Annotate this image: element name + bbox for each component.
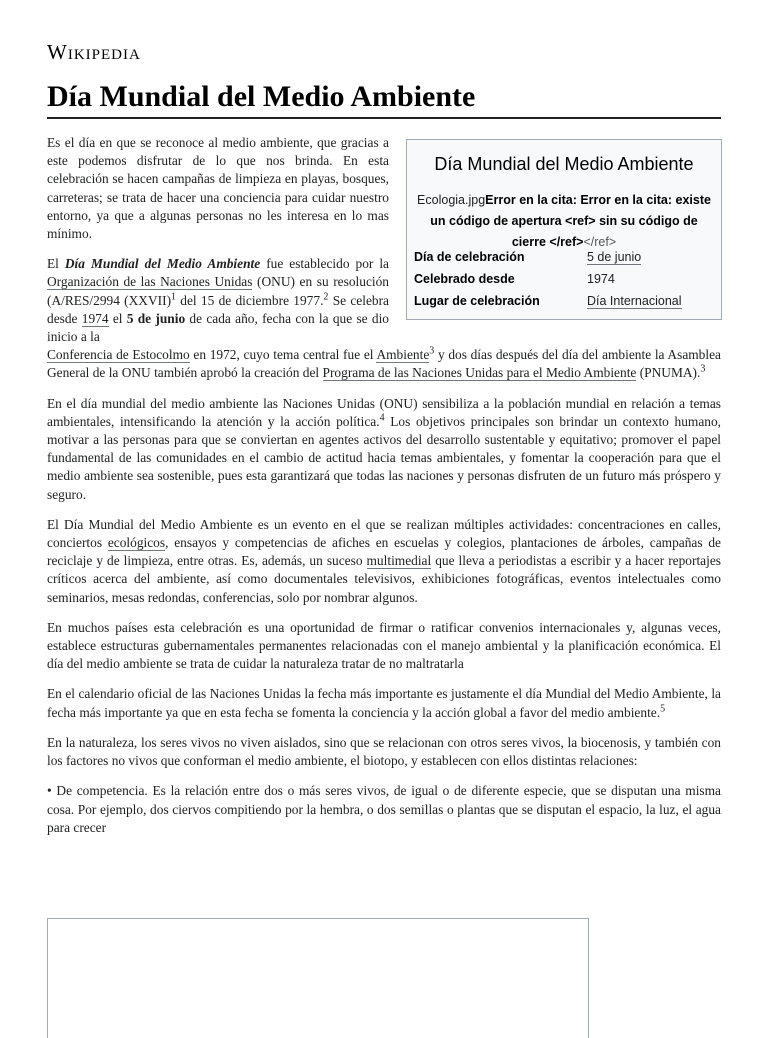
text-run: El <box>47 256 65 272</box>
link-ecologicos[interactable]: ecológicos <box>107 535 166 551</box>
history-paragraph-wrapped <box>47 255 389 346</box>
date-bold: 5 de junio <box>126 310 186 326</box>
calendar-paragraph <box>47 685 721 721</box>
text-run: Se celebra desde <box>47 292 389 326</box>
infobox-label: Día de celebración <box>414 250 525 264</box>
citation-error: Error en la cita: Error en la cita: existe un código de apertura <ref> sin su código de cierre </ref> <box>430 193 711 249</box>
text-run: del 15 de diciembre 1977. <box>176 292 324 308</box>
link-multimedial[interactable]: multimedial <box>366 553 432 569</box>
ref-3b[interactable]: 3 <box>700 363 706 375</box>
text-run: en 1972, cuyo tema central fue el <box>189 347 377 363</box>
activities-paragraph <box>47 516 721 607</box>
image-filename[interactable]: Ecologia.jpg <box>417 193 486 207</box>
infobox-value-link[interactable]: 5 de junio <box>587 250 642 264</box>
text-run: que lleva a periodistas a escribir y a hacer reportajes críticos acerca del ambiente, así como documentales televisivos, exhibiciones fotográficas, eventos intelectuales como seminarios, mesas redondas, conferencias, solo por nombrar algunos. <box>47 553 721 605</box>
text-run: Los objetivos principales son brindar un contexto humano, motivar a las personas para que se conviertan en agentes activos del desarrollo sustentable y equitativo; promover el papel fundamental de las comunidades en el cambio de actitud hacia temas ambientales, y fomentar la cooperación para que el medio ambiente sea sostenible, pues esta garantizará que todas las naciones y personas disfruten de un futuro más próspero y seguro. <box>47 413 722 502</box>
text-run: (ONU) en su resolución (A/RES/2994 (XXVII) <box>47 274 389 308</box>
wikipedia-wordmark[interactable]: Wikipedia <box>47 40 141 64</box>
link-1974[interactable]: 1974 <box>81 310 109 326</box>
link-onu[interactable]: Organización de las Naciones Unidas <box>47 274 253 290</box>
objectives-paragraph <box>47 395 721 504</box>
infobox-row-lugar <box>414 294 714 314</box>
ref-4[interactable]: 4 <box>379 412 385 424</box>
infobox <box>406 139 722 320</box>
infobox-value-link[interactable]: Día Internacional <box>587 294 682 308</box>
countries-paragraph: En muchos países esta celebración es una oportunidad de firmar o ratificar convenios internacionales y, algunas veces, establece estructuras gubernamentales permanentes relacionadas con el manejo ambiental y la planificación económica. El día del medio ambiente se trata de cuidar la naturaleza tratar de no maltratarla <box>47 619 721 672</box>
title-divider <box>47 117 721 119</box>
infobox-label: Celebrado desde <box>414 272 515 286</box>
text-run: El Día Mundial del Medio Ambiente es un evento en el que se realizan múltiples actividades: concentraciones en calles, conciertos <box>47 516 721 551</box>
ref-3a[interactable]: 3 <box>429 345 435 357</box>
text-run: el <box>108 310 127 326</box>
intro-paragraph: Es el día en que se reconoce al medio ambiente, que gracias a este podemos disfrutar de lo que nos brinda. En esta celebración se hacen campañas de limpieza en playas, bosques, carreteras; se trata de hacer una conciencia para cuidar nuestro entorno, ya que a algunas personas no les interesa en lo mas mínimo. <box>47 135 389 242</box>
bold-term: Día Mundial del Medio Ambiente <box>64 256 261 272</box>
link-pnuma[interactable]: Programa de las Naciones Unidas para el Medio Ambiente <box>322 365 637 381</box>
link-conferencia-estocolmo[interactable]: Conferencia de Estocolmo <box>47 347 190 363</box>
text-run: fue establecido por la <box>260 256 389 272</box>
page-title: Día Mundial del Medio Ambiente <box>47 80 476 113</box>
link-ambiente[interactable]: Ambiente <box>376 347 430 363</box>
image-frame <box>47 918 589 1038</box>
text-run: En el día mundial del medio ambiente las Naciones Unidas (ONU) sensibiliza a la población mundial en relación a temas ambientales, intensificando la atención y la acción política. <box>47 395 721 429</box>
ref-5[interactable]: 5 <box>660 703 666 715</box>
text-run: , ensayos y competencias de afiches en escuelas y colegios, plantaciones de árboles, campañas de reciclaje y de limpieza, entre otras. Es, además, un suceso <box>47 535 721 569</box>
infobox-caption <box>417 190 711 253</box>
infobox-row-fecha <box>414 250 714 270</box>
ref-tag: </ref> <box>583 235 617 249</box>
ref-1[interactable]: 1 <box>171 291 177 303</box>
text-run: de cada año, fecha con la que se dio inicio a la <box>47 310 389 345</box>
text-run: y dos días después del día del ambiente la Asamblea General de la ONU también aprobó la creación del <box>47 347 721 381</box>
infobox-label: Lugar de celebración <box>414 294 540 308</box>
ref-2[interactable]: 2 <box>323 291 329 303</box>
infobox-row-desde <box>414 272 714 292</box>
infobox-title: Día Mundial del Medio Ambiente <box>434 154 694 174</box>
infobox-value: 1974 <box>587 272 615 286</box>
nature-paragraph: En la naturaleza, los seres vivos no viven aislados, sino que se relacionan con otros seres vivos, la biocenosis, y también con los factores no vivos que conforman el medio ambiente, el biotopo, y establecen con ellos distintas relaciones: <box>47 734 721 769</box>
list-item-competencia: • De competencia. Es la relación entre dos o más seres vivos, de igual o de diferente especie, que se disputan una misma cosa. Por ejemplo, dos ciervos compitiendo por la hembra, o dos semillas o plantas que se disputan el espacio, la luz, el agua para crecer <box>47 783 721 835</box>
text-run: (PNUMA). <box>636 365 701 381</box>
text-run: En el calendario oficial de las Naciones Unidas la fecha más importante es justamente el día Mundial del Medio Ambiente, la fecha más importante ya que en esta fecha se fomenta la conciencia y la acción global a favor del medio ambiente. <box>47 686 721 720</box>
